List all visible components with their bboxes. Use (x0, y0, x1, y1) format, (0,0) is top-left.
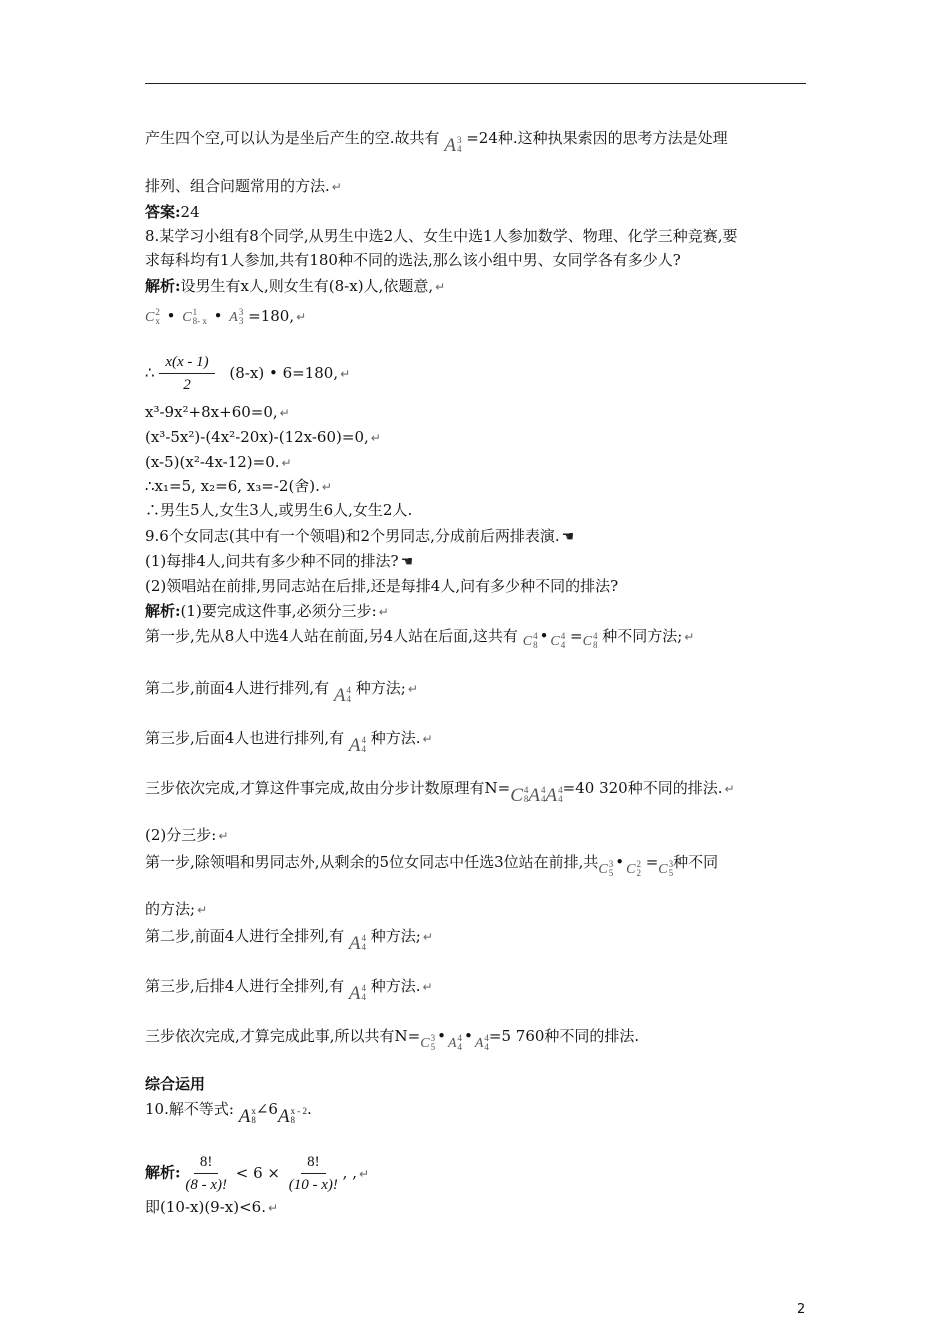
equation-line (145, 402, 290, 423)
math-C84: C 4 8 (510, 785, 529, 806)
fraction-denominator: (10 - x)! (288, 1177, 338, 1193)
fraction (289, 1152, 338, 1195)
text-segment: 第一步,先从8人中选4人站在前面,另4人站在后面,这共有 (145, 627, 518, 645)
paragraph-mark: ↵ (422, 732, 433, 746)
math-A44: A 4 4 (447, 1033, 462, 1052)
text-line: 三步依次完成,才算完成此事,所以共有N= C 3 5 • A 4 4 • A 4 4 =5 760种不同的排法. (145, 1027, 640, 1052)
question-10-line (145, 1099, 312, 1127)
paragraph-mark: ↵ (340, 366, 351, 381)
text-segment: 种方法; (355, 679, 406, 697)
question-8-line1 (145, 226, 737, 246)
text-line (145, 926, 433, 954)
math-A8x-2: A x - 2 8 (277, 1106, 308, 1127)
text-segment: (x-5)(x²-4x-12)=0. (145, 453, 280, 471)
fraction-numerator: 8! (301, 1152, 326, 1174)
math-C44: C 4 4 (550, 631, 566, 650)
text-line (145, 728, 433, 756)
text-segment: 的方法; (145, 900, 196, 918)
paragraph-mark: ↵ (331, 180, 342, 194)
paragraph-mark: ↵ (281, 456, 292, 470)
text-segment: (8-x) • 6=180, (229, 363, 339, 382)
text-segment: 设男生有x人,则女生有(8-x)人,依题意, (180, 277, 434, 295)
answer-value: 24 (180, 203, 200, 221)
paragraph-mark: ↵ (422, 930, 433, 944)
analysis-line (145, 276, 445, 297)
math-C84: C 4 8 (582, 631, 598, 650)
fraction (159, 352, 214, 395)
therefore-symbol: ∴ (145, 363, 155, 382)
text-segment: < 6 × (235, 1163, 280, 1182)
paragraph-mark: ↵ (358, 1166, 370, 1181)
equation-line: C 2 x • C 1 8- x • A 3 3 =180, ↵ (145, 307, 307, 326)
text-segment: =24种.这种执果索因的思考方法是处理 (466, 129, 728, 147)
text-segment: 9.6个女同志(其中有一个领唱)和2个男同志,分成前后两排表演. (145, 527, 560, 545)
paragraph-mark: ↵ (296, 310, 307, 324)
answer-line (145, 202, 200, 222)
text-segment: ∴x₁=5, x₂=6, x₃=-2(舍). (145, 477, 320, 495)
hand-icon: ☚ (400, 554, 414, 570)
analysis-label: 解析: (145, 602, 181, 620)
text-segment: ∴男生5人,女生3人,或男生6人,女生2人. (145, 501, 413, 519)
text-segment: x³-9x²+8x+60=0, (145, 403, 278, 421)
math-C53: C 3 5 (658, 859, 674, 878)
text-segment: (1)要完成这件事,必须分三步: (180, 602, 377, 620)
hand-icon: ☚ (561, 529, 575, 545)
text-segment: 8.某学习小组有8个同学,从男生中选2人、女生中选1人参加数学、物理、化学三种竞赛,要 (145, 227, 738, 245)
text-segment: 三步依次完成,才算这件事完成,故由分步计数原理有N= (145, 779, 511, 797)
text-segment: 第一步,除领唱和男同志外,从剩余的5位女同志中任选3位站在前排,共 (145, 853, 599, 871)
text-line (145, 678, 418, 706)
text-segment: (2)领唱站在前排,男同志站在后排,还是每排4人,问有多少种不同的排法? (145, 577, 619, 595)
math-A44: A 4 4 (333, 685, 351, 706)
paragraph-mark: ↵ (321, 480, 332, 494)
section-title: 综合运用 (145, 1075, 206, 1093)
text-segment: =5 760种不同的排法. (488, 1027, 640, 1045)
paragraph-mark: ↵ (422, 980, 433, 994)
fraction-numerator: x(x - 1) (159, 352, 214, 374)
text-line (145, 1197, 278, 1218)
text-segment: 种方法; (370, 927, 421, 945)
text-segment: . (307, 1100, 312, 1118)
text-segment: 三步依次完成,才算完成此事,所以共有N= (145, 1027, 421, 1045)
text-segment: (2)分三步: (145, 826, 217, 844)
math-Cx2: C 2 x (145, 307, 160, 326)
text-line (145, 128, 728, 156)
text-segment: 第二步,前面4人进行排列,有 (145, 679, 330, 697)
paragraph-mark: ↵ (218, 829, 229, 843)
question-9-part2 (145, 576, 618, 596)
text-segment: 求每科均有1人参加,共有180种不同的选法,那么该小组中男、女同学各有多少人? (145, 251, 681, 269)
math-A44: A 4 4 (528, 785, 546, 806)
text-line (145, 976, 433, 1004)
page-number: 2 (797, 1302, 806, 1317)
header-rule (145, 83, 806, 84)
fraction-denominator: 2 (183, 377, 191, 393)
text-segment: 排列、组合问题常用的方法. (145, 177, 330, 195)
math-A8x: A x 8 (238, 1106, 256, 1127)
paragraph-mark: ↵ (684, 630, 695, 644)
text-segment: 第三步,后排4人进行全排列,有 (145, 977, 345, 995)
text-segment: (x³-5x²)-(4x²-20x)-(12x-60)=0, (145, 428, 369, 446)
paragraph-mark: ↵ (267, 1201, 279, 1215)
text-line (145, 899, 207, 920)
text-segment: , , (342, 1163, 357, 1182)
paragraph-mark: ↵ (279, 406, 290, 420)
equation-line (145, 476, 332, 497)
text-line: 第一步,先从8人中选4人站在前面,另4人站在后面,这共有 C 4 8 • C 4 4 = C 4 8 种不同方法; ↵ (145, 627, 695, 650)
text-line (145, 500, 412, 520)
text-line: 第一步,除领唱和男同志外,从剩余的5位女同志中任选3位站在前排,共 C 3 5 • C 2 2 = C 3 5 种不同 (145, 853, 719, 878)
math-A44: A 4 4 (348, 735, 366, 756)
text-segment: 即(10-x)(9-x)<6. (145, 1198, 266, 1216)
math-A43: A 3 4 (444, 135, 462, 156)
text-segment: 第三步,后面4人也进行排列,有 (145, 729, 345, 747)
math-C84: C 4 8 (522, 631, 538, 650)
math-C8x1: C 1 8- x (182, 307, 207, 326)
analysis-line (145, 1152, 369, 1195)
text-segment: 种不同 (673, 853, 719, 871)
answer-label: 答案: (145, 203, 181, 221)
math-C53: C 3 5 (420, 1033, 436, 1052)
paragraph-mark: ↵ (407, 682, 418, 696)
text-line (145, 176, 342, 197)
math-A44: A 4 4 (474, 1033, 489, 1052)
paragraph-mark: ↵ (378, 605, 389, 619)
text-line (145, 825, 228, 846)
question-9-line (145, 526, 574, 547)
text-segment: 10.解不等式: (145, 1100, 234, 1118)
text-line (145, 778, 735, 806)
math-A44: A 4 4 (348, 983, 366, 1004)
paragraph-mark: ↵ (724, 782, 735, 796)
equation-line (145, 352, 350, 395)
question-9-part1 (145, 551, 413, 572)
math-A33: A 3 3 (229, 307, 244, 326)
fraction (185, 1152, 227, 1195)
equation-line (145, 452, 292, 473)
paragraph-mark: ↵ (435, 280, 446, 294)
text-segment: 产生四个空,可以认为是坐后产生的空.故共有 (145, 129, 440, 147)
text-segment: ∠6 (255, 1100, 278, 1118)
math-C22: C 2 2 (626, 859, 641, 878)
analysis-label: 解析: (145, 1163, 181, 1182)
section-heading (145, 1074, 205, 1094)
math-C53: C 3 5 (598, 859, 614, 878)
fraction-numerator: 8! (194, 1152, 219, 1174)
text-segment: (1)每排4人,问共有多少种不同的排法? (145, 552, 399, 570)
text-segment: =40 320种不同的排法. (562, 779, 723, 797)
equation-line (145, 427, 381, 448)
paragraph-mark: ↵ (197, 903, 208, 917)
text-segment: 种不同方法; (602, 627, 683, 645)
fraction-denominator: (8 - x)! (185, 1177, 227, 1193)
math-A44: A 4 4 (348, 933, 366, 954)
paragraph-mark: ↵ (370, 431, 381, 445)
text-segment: 种方法. (370, 729, 421, 747)
question-8-line2 (145, 250, 681, 270)
analysis-label: 解析: (145, 277, 181, 295)
text-segment: =180, (248, 307, 295, 325)
math-A44: A 4 4 (545, 785, 563, 806)
text-segment: 种方法. (370, 977, 421, 995)
analysis-line (145, 601, 389, 622)
text-segment: 第二步,前面4人进行全排列,有 (145, 927, 345, 945)
